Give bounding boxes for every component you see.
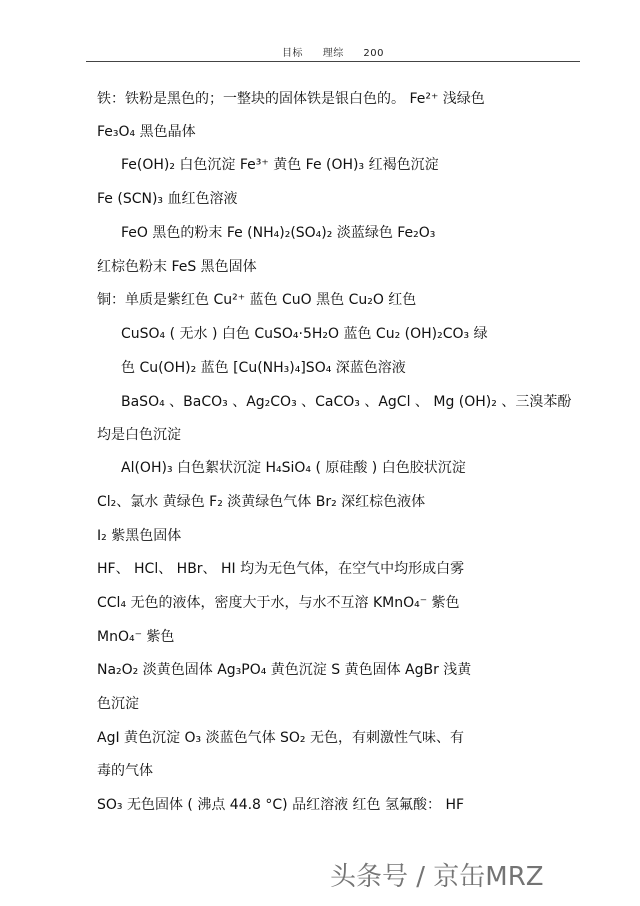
text-line: I₂ 紫黑色固体 (97, 528, 182, 544)
text-line: AgI 黄色沉淀 O₃ 淡蓝色气体 SO₂ 无色，有刺激性气味、有 (97, 730, 464, 746)
header-mid: 理综 (322, 48, 344, 59)
text-line: 铁：铁粉是黑色的；一整块的固体铁是银白色的。 Fe²⁺ 浅绿色 (97, 91, 485, 107)
text-line: 均是白色沉淀 (97, 427, 181, 443)
page-header (86, 44, 580, 59)
text-line: Cl₂、氯水 黄绿色 F₂ 淡黄绿色气体 Br₂ 深红棕色液体 (97, 494, 426, 510)
header-left: 目标 (282, 48, 304, 59)
text-line: FeO 黑色的粉末 Fe (NH₄)₂(SO₄)₂ 淡蓝绿色 Fe₂O₃ (121, 225, 436, 241)
header-page-number: 200 (363, 48, 384, 59)
text-line: Fe(OH)₂ 白色沉淀 Fe³⁺ 黄色 Fe (OH)₃ 红褐色沉淀 (121, 157, 439, 173)
text-line: CCl₄ 无色的液体，密度大于水，与水不互溶 KMnO₄⁻ 紫色 (97, 595, 460, 611)
text-line: CuSO₄ ( 无水 ) 白色 CuSO₄·5H₂O 蓝色 Cu₂ (OH)₂CO₃ 绿 (121, 326, 488, 342)
text-line: MnO₄⁻ 紫色 (97, 629, 175, 645)
text-line: HF、 HCl、 HBr、 HI 均为无色气体，在空气中均形成白雾 (97, 561, 465, 577)
header-rule (86, 61, 580, 62)
text-line: SO₃ 无色固体 ( 沸点 44.8 °C) 品红溶液 红色 氢氟酸： HF (97, 797, 465, 813)
text-line: 红棕色粉末 FeS 黑色固体 (97, 259, 257, 275)
text-line: 色 Cu(OH)₂ 蓝色 [Cu(NH₃)₄]SO₄ 深蓝色溶液 (121, 360, 406, 376)
text-line: Fe (SCN)₃ 血红色溶液 (97, 191, 238, 207)
text-line: 铜：单质是紫红色 Cu²⁺ 蓝色 CuO 黑色 Cu₂O 红色 (97, 292, 417, 308)
watermark: 头条号 / 京缶MRZ (330, 862, 544, 892)
text-line: BaSO₄ 、BaCO₃ 、Ag₂CO₃ 、CaCO₃ 、AgCl 、 Mg (OH)₂ 、三溴苯酚 (121, 394, 572, 410)
text-line: Al(OH)₃ 白色絮状沉淀 H₄SiO₄ ( 原硅酸 ) 白色胶状沉淀 (121, 460, 466, 476)
text-line: 色沉淀 (97, 696, 139, 712)
text-line: 毒的气体 (97, 763, 153, 779)
text-line: Na₂O₂ 淡黄色固体 Ag₃PO₄ 黄色沉淀 S 黄色固体 AgBr 浅黄 (97, 662, 472, 678)
text-line: Fe₃O₄ 黑色晶体 (97, 124, 196, 140)
